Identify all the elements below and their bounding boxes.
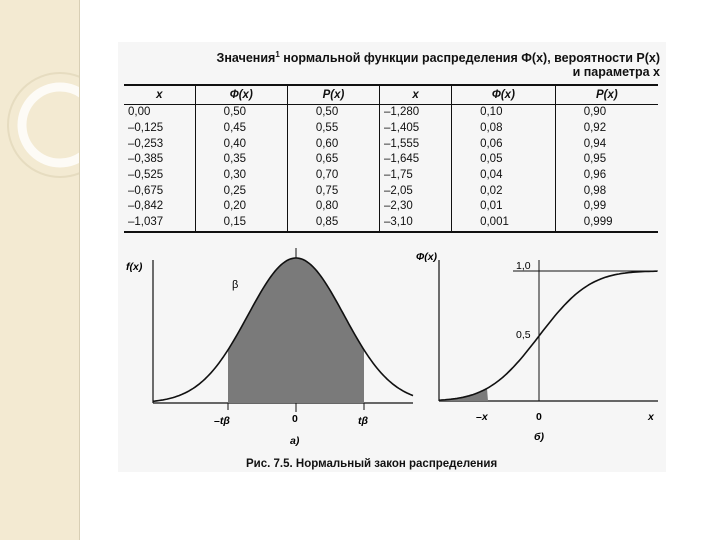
table-cell: –1,405 (380, 121, 452, 137)
table-cell: 0,04 (452, 168, 556, 184)
table-cell: 0,65 (287, 152, 379, 168)
table-cell: 0,20 (195, 199, 287, 215)
figure-caption: Рис. 7.5. Нормальный закон распределения (246, 458, 498, 470)
table-cell: 0,25 (195, 183, 287, 199)
table-cell: 0,05 (452, 152, 556, 168)
beta-label: β (232, 279, 239, 291)
table-cell: 0,06 (452, 136, 556, 152)
table-cell: 0,98 (555, 183, 658, 199)
tick-zero-b: 0 (536, 411, 542, 423)
tick-half: 0,5 (516, 329, 531, 341)
table-cell: 0,95 (555, 152, 658, 168)
table-cell: 0,85 (287, 215, 379, 232)
table-cell: –1,75 (380, 168, 452, 184)
density-ylabel: f(x) (126, 261, 143, 273)
density-plot (126, 248, 413, 447)
header-cell: P(x) (287, 85, 379, 105)
table-cell: 0,99 (555, 199, 658, 215)
table-cell: –0,253 (128, 137, 164, 150)
table-title: Значения$^1$ нормальной функции распределения Ф(x), вероятности P(x) и параметра x (216, 50, 660, 80)
table-cell: 0,80 (287, 199, 379, 215)
table-cell: 0,45 (195, 121, 287, 137)
cumulative-plot (416, 251, 658, 443)
normal-distribution-figure (118, 240, 666, 455)
table-cell: –0,125 (128, 122, 164, 135)
table-cell: 0,35 (195, 152, 287, 168)
table-cell: 0,00 (128, 106, 151, 119)
header-cell: Ф(x) (195, 85, 287, 105)
table-cell: 0,70 (287, 168, 379, 184)
table-cell: 0,30 (195, 168, 287, 184)
table-cell: 0,10 (452, 105, 556, 121)
tick-neg-x: –x (476, 411, 488, 423)
values-table (124, 84, 658, 233)
table-header-row (124, 85, 658, 105)
cdf-curve (439, 271, 657, 400)
sidebar-decoration (0, 0, 80, 540)
table-cell: 0,08 (452, 121, 556, 137)
table-cell: 0,92 (555, 121, 658, 137)
table-cell: –2,30 (380, 199, 452, 215)
table-cell: –0,385 (128, 153, 164, 166)
table-cell: 0,02 (452, 183, 556, 199)
slide-sidebar (0, 0, 80, 540)
table-cell: 0,96 (555, 168, 658, 184)
table-cell: –1,280 (380, 105, 452, 121)
table-row (124, 136, 658, 152)
table-row (124, 215, 658, 232)
cdf-ylabel: Ф(x) (416, 251, 438, 263)
table-cell: –2,05 (380, 183, 452, 199)
header-cell: P(x) (555, 85, 658, 105)
table-cell: 0,75 (287, 183, 379, 199)
table-cell: 0,94 (555, 136, 658, 152)
table-cell: 0,40 (195, 136, 287, 152)
header-cell: Ф(x) (452, 85, 556, 105)
table-cell: 0,50 (287, 105, 379, 121)
table-cell: 0,90 (555, 105, 658, 121)
tick-neg-t-beta: –tβ (214, 415, 230, 427)
table-cell: 0,15 (195, 215, 287, 232)
table-cell: –1,037 (128, 216, 164, 229)
tick-t-beta: tβ (358, 415, 369, 427)
table-cell: –1,645 (380, 152, 452, 168)
table-cell: –3,10 (380, 215, 452, 232)
table-cell: 0,60 (287, 136, 379, 152)
table-row (124, 183, 658, 199)
cdf-xlabel: x (648, 411, 654, 423)
tick-one: 1,0 (516, 260, 531, 272)
table-row (124, 168, 658, 184)
tick-zero: 0 (292, 413, 298, 425)
table-cell: –0,842 (128, 200, 164, 213)
table-row (124, 105, 658, 121)
table-cell: –0,675 (128, 184, 164, 197)
header-cell: x (124, 85, 195, 105)
table-cell: 0,001 (452, 215, 556, 232)
table-row (124, 152, 658, 168)
table-cell: 0,01 (452, 199, 556, 215)
table-cell: –0,525 (128, 169, 164, 182)
subfigure-label-b: б) (534, 431, 544, 443)
table-cell: 0,55 (287, 121, 379, 137)
header-cell: x (380, 85, 452, 105)
table-cell: 0,50 (195, 105, 287, 121)
subfigure-label-a: а) (290, 435, 300, 447)
beta-shaded-region (228, 258, 364, 403)
table-row (124, 121, 658, 137)
table-cell: 0,999 (555, 215, 658, 232)
table-cell: –1,555 (380, 136, 452, 152)
table-row (124, 199, 658, 215)
